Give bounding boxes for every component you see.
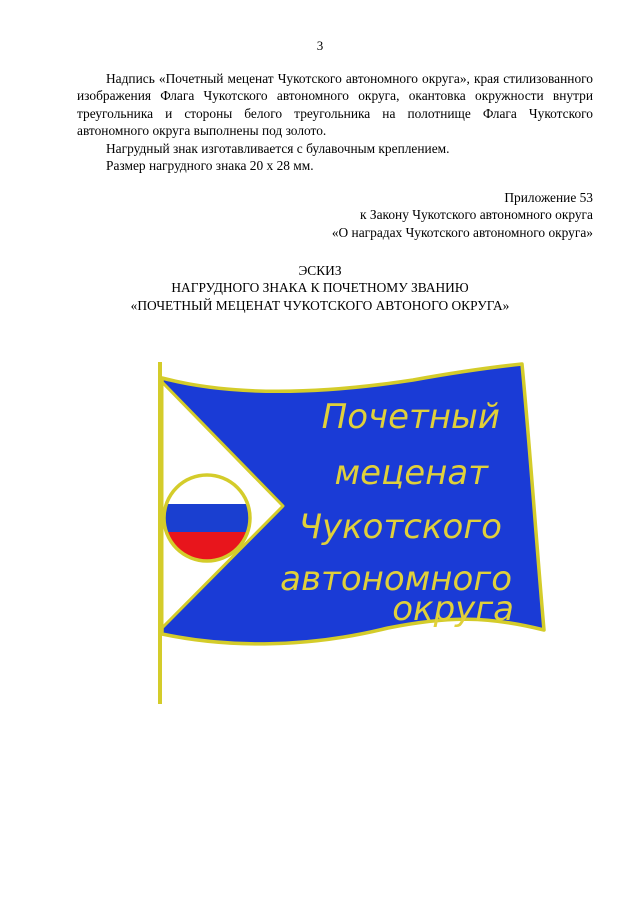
badge-text-line-2: меценат [334, 453, 488, 493]
sketch-subtitle: НАГРУДНОГО ЗНАКА К ПОЧЕТНОМУ ЗВАНИЮ [171, 280, 469, 296]
badge-text-line-1: Почетный [321, 397, 500, 437]
badge-text-line-3: Чукотского [298, 507, 502, 547]
paragraph-fastening: Нагрудный знак изготавливается с булавочным креплением. [106, 140, 450, 156]
paragraph-inscription: Надпись «Почетный меценат Чукотского автономного округа», края стилизованного изображения Флага Чукотского автономного округа, окантовка окружности внутри треугольника и стороны белого треугольника на полотнище Флага Чукотского автономного округа выполнены под золото. [77, 71, 593, 139]
paragraph-size: Размер нагрудного знака 20 х 28 мм. [106, 158, 314, 174]
badge-text-line-5: округа [392, 589, 514, 629]
annex-reference [233, 189, 593, 241]
body-text [77, 70, 593, 174]
sketch-heading [0, 262, 640, 314]
badge-text-line-4: автономного [280, 559, 512, 599]
annex-law: к Закону Чукотского автономного округа [360, 207, 593, 223]
badge-sketch [148, 358, 558, 708]
annex-law-title: «О наградах Чукотского автономного округа» [331, 224, 593, 240]
sketch-title: ЭСКИЗ [298, 263, 342, 278]
page-number: 3 [316, 38, 324, 53]
sketch-name: «ПОЧЕТНЫЙ МЕЦЕНАТ ЧУКОТСКОГО АВТОНОГО ОКРУГА» [130, 297, 510, 313]
annex-number: Приложение 53 [504, 190, 593, 205]
